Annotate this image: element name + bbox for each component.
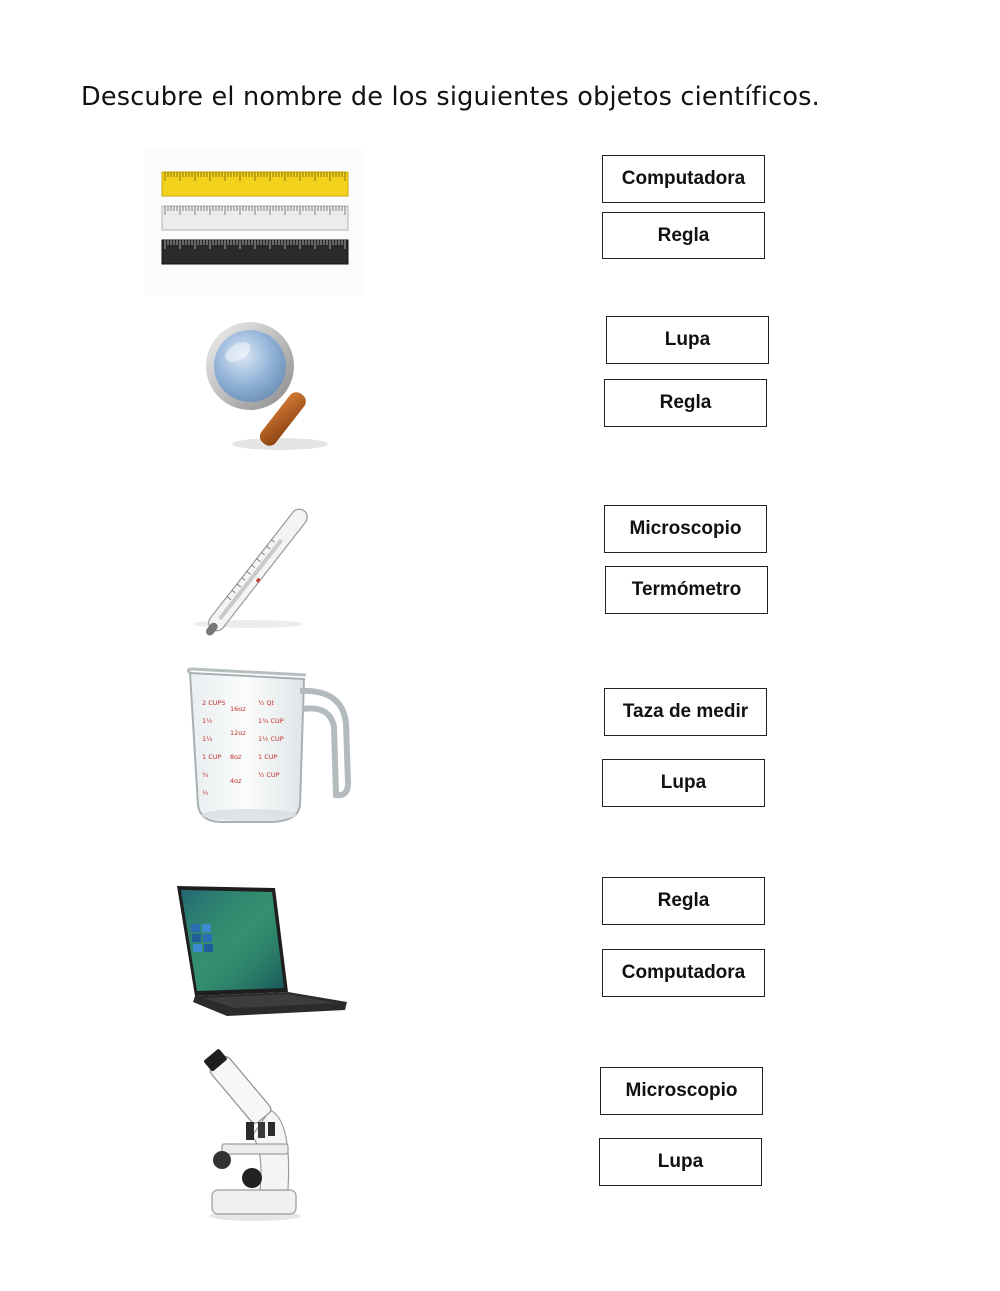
option-regla-button[interactable]: Regla	[604, 379, 767, 427]
microscope-icon	[200, 1040, 310, 1225]
cup-marking-mid: 12oz	[230, 729, 246, 737]
measuring-cup-icon	[172, 665, 362, 830]
cup-marking-left: 1¼	[202, 735, 213, 743]
cup-marking-right: 1½ CUP	[258, 735, 284, 743]
option-regla-button[interactable]: Regla	[602, 877, 765, 925]
cup-marking-right: 1¾ CUP	[258, 717, 284, 725]
option-taza-de-medir-button[interactable]: Taza de medir	[604, 688, 767, 736]
cup-marking-right: ½ CUP	[258, 771, 280, 779]
cup-marking-left: 2 CUPS	[202, 699, 226, 707]
ruler-icon	[145, 150, 365, 295]
option-microscopio-button[interactable]: Microscopio	[600, 1067, 763, 1115]
option-termometro-button[interactable]: Termómetro	[605, 566, 768, 614]
cup-marking-right: 1 CUP	[258, 753, 278, 761]
option-lupa-button[interactable]: Lupa	[606, 316, 769, 364]
option-lupa-button[interactable]: Lupa	[599, 1138, 762, 1186]
cup-marking-left: ½	[202, 789, 209, 797]
option-microscopio-button[interactable]: Microscopio	[604, 505, 767, 553]
option-computadora-button[interactable]: Computadora	[602, 949, 765, 997]
cup-marking-mid: 4oz	[230, 777, 242, 785]
page-title: Descubre el nombre de los siguientes objetos científicos.	[81, 82, 820, 112]
cup-marking-mid: 16oz	[230, 705, 246, 713]
option-regla-button[interactable]: Regla	[602, 212, 765, 259]
magnifying-glass-icon	[200, 318, 340, 458]
option-lupa-button[interactable]: Lupa	[602, 759, 765, 807]
cup-marking-mid: 8oz	[230, 753, 242, 761]
laptop-icon	[175, 884, 350, 1019]
option-computadora-button[interactable]: Computadora	[602, 155, 765, 203]
cup-marking-left: 1½	[202, 717, 213, 725]
thermometer-icon	[188, 500, 328, 640]
cup-marking-left: 1 CUP	[202, 753, 222, 761]
cup-marking-left: ¾	[202, 771, 209, 779]
cup-marking-right: ½ Qt	[258, 699, 275, 707]
